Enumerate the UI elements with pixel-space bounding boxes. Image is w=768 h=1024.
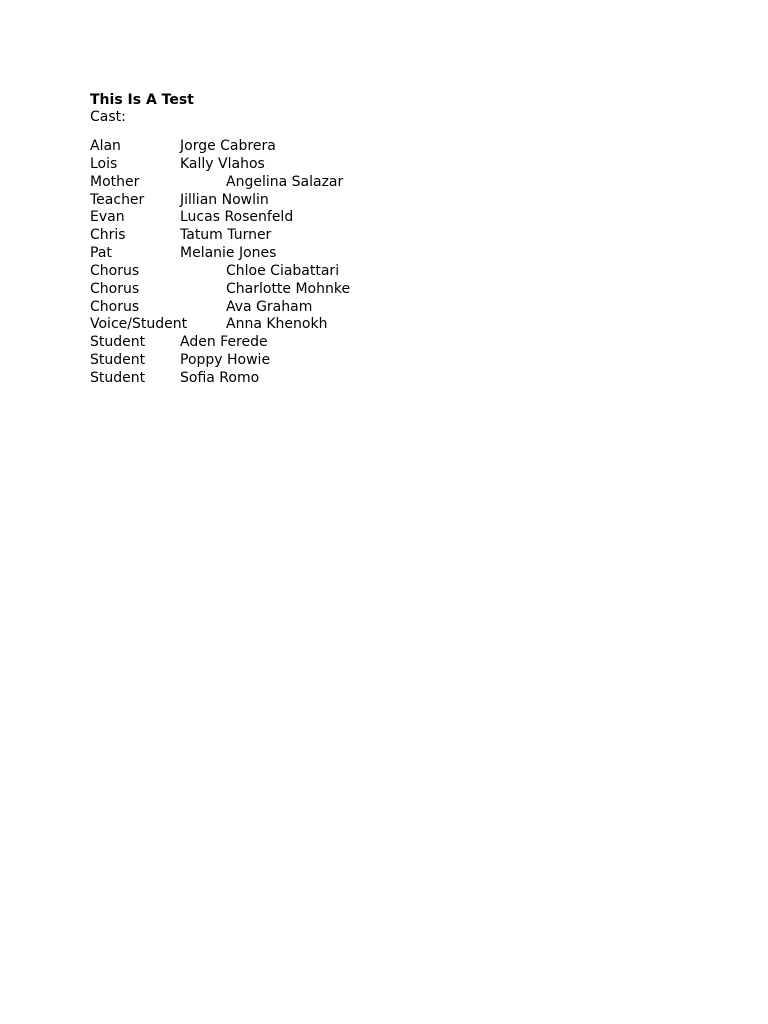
cast-row [90, 369, 490, 387]
cast-role: Chorus [90, 262, 140, 279]
cast-actor: Aden Ferede [180, 334, 268, 351]
cast-role: Chris [90, 227, 126, 244]
cast-actor: Sofia Romo [180, 369, 260, 386]
cast-role: Teacher [90, 191, 145, 208]
cast-row [90, 226, 490, 244]
cast-actor: Lucas Rosenfeld [180, 209, 294, 226]
cast-role: Lois [90, 155, 118, 172]
cast-row [90, 315, 490, 333]
cast-actor: Chloe Ciabattari [226, 262, 340, 279]
cast-list [90, 137, 490, 387]
cast-row [90, 155, 490, 173]
cast-actor: Jillian Nowlin [180, 191, 269, 208]
cast-actor: Poppy Howie [180, 352, 271, 369]
cast-role: Student [90, 352, 146, 369]
cast-actor: Anna Khenokh [226, 316, 328, 333]
cast-row [90, 137, 490, 155]
cast-actor: Ava Graham [226, 298, 313, 315]
cast-role: Chorus [90, 298, 140, 315]
cast-row [90, 244, 490, 262]
cast-heading: Cast: [90, 109, 126, 125]
cast-role: Mother [90, 173, 140, 190]
cast-actor: Melanie Jones [180, 245, 277, 262]
cast-row [90, 173, 490, 191]
cast-row [90, 191, 490, 209]
cast-actor: Angelina Salazar [226, 173, 344, 190]
cast-row [90, 280, 490, 298]
cast-row [90, 333, 490, 351]
document-title: This Is A Test [90, 92, 194, 108]
cast-actor: Charlotte Mohnke [226, 280, 351, 297]
cast-role: Alan [90, 138, 121, 154]
cast-role: Student [90, 369, 146, 386]
cast-role: Student [90, 334, 146, 351]
cast-actor: Jorge Cabrera [180, 138, 276, 154]
cast-actor: Kally Vlahos [180, 155, 265, 172]
cast-role: Pat [90, 245, 112, 262]
cast-row [90, 298, 490, 316]
cast-role: Evan [90, 209, 125, 226]
cast-role: Voice/Student [90, 316, 188, 333]
cast-actor: Tatum Turner [180, 227, 272, 244]
cast-row [90, 262, 490, 280]
cast-role: Chorus [90, 280, 140, 297]
cast-row [90, 351, 490, 369]
cast-row [90, 208, 490, 226]
